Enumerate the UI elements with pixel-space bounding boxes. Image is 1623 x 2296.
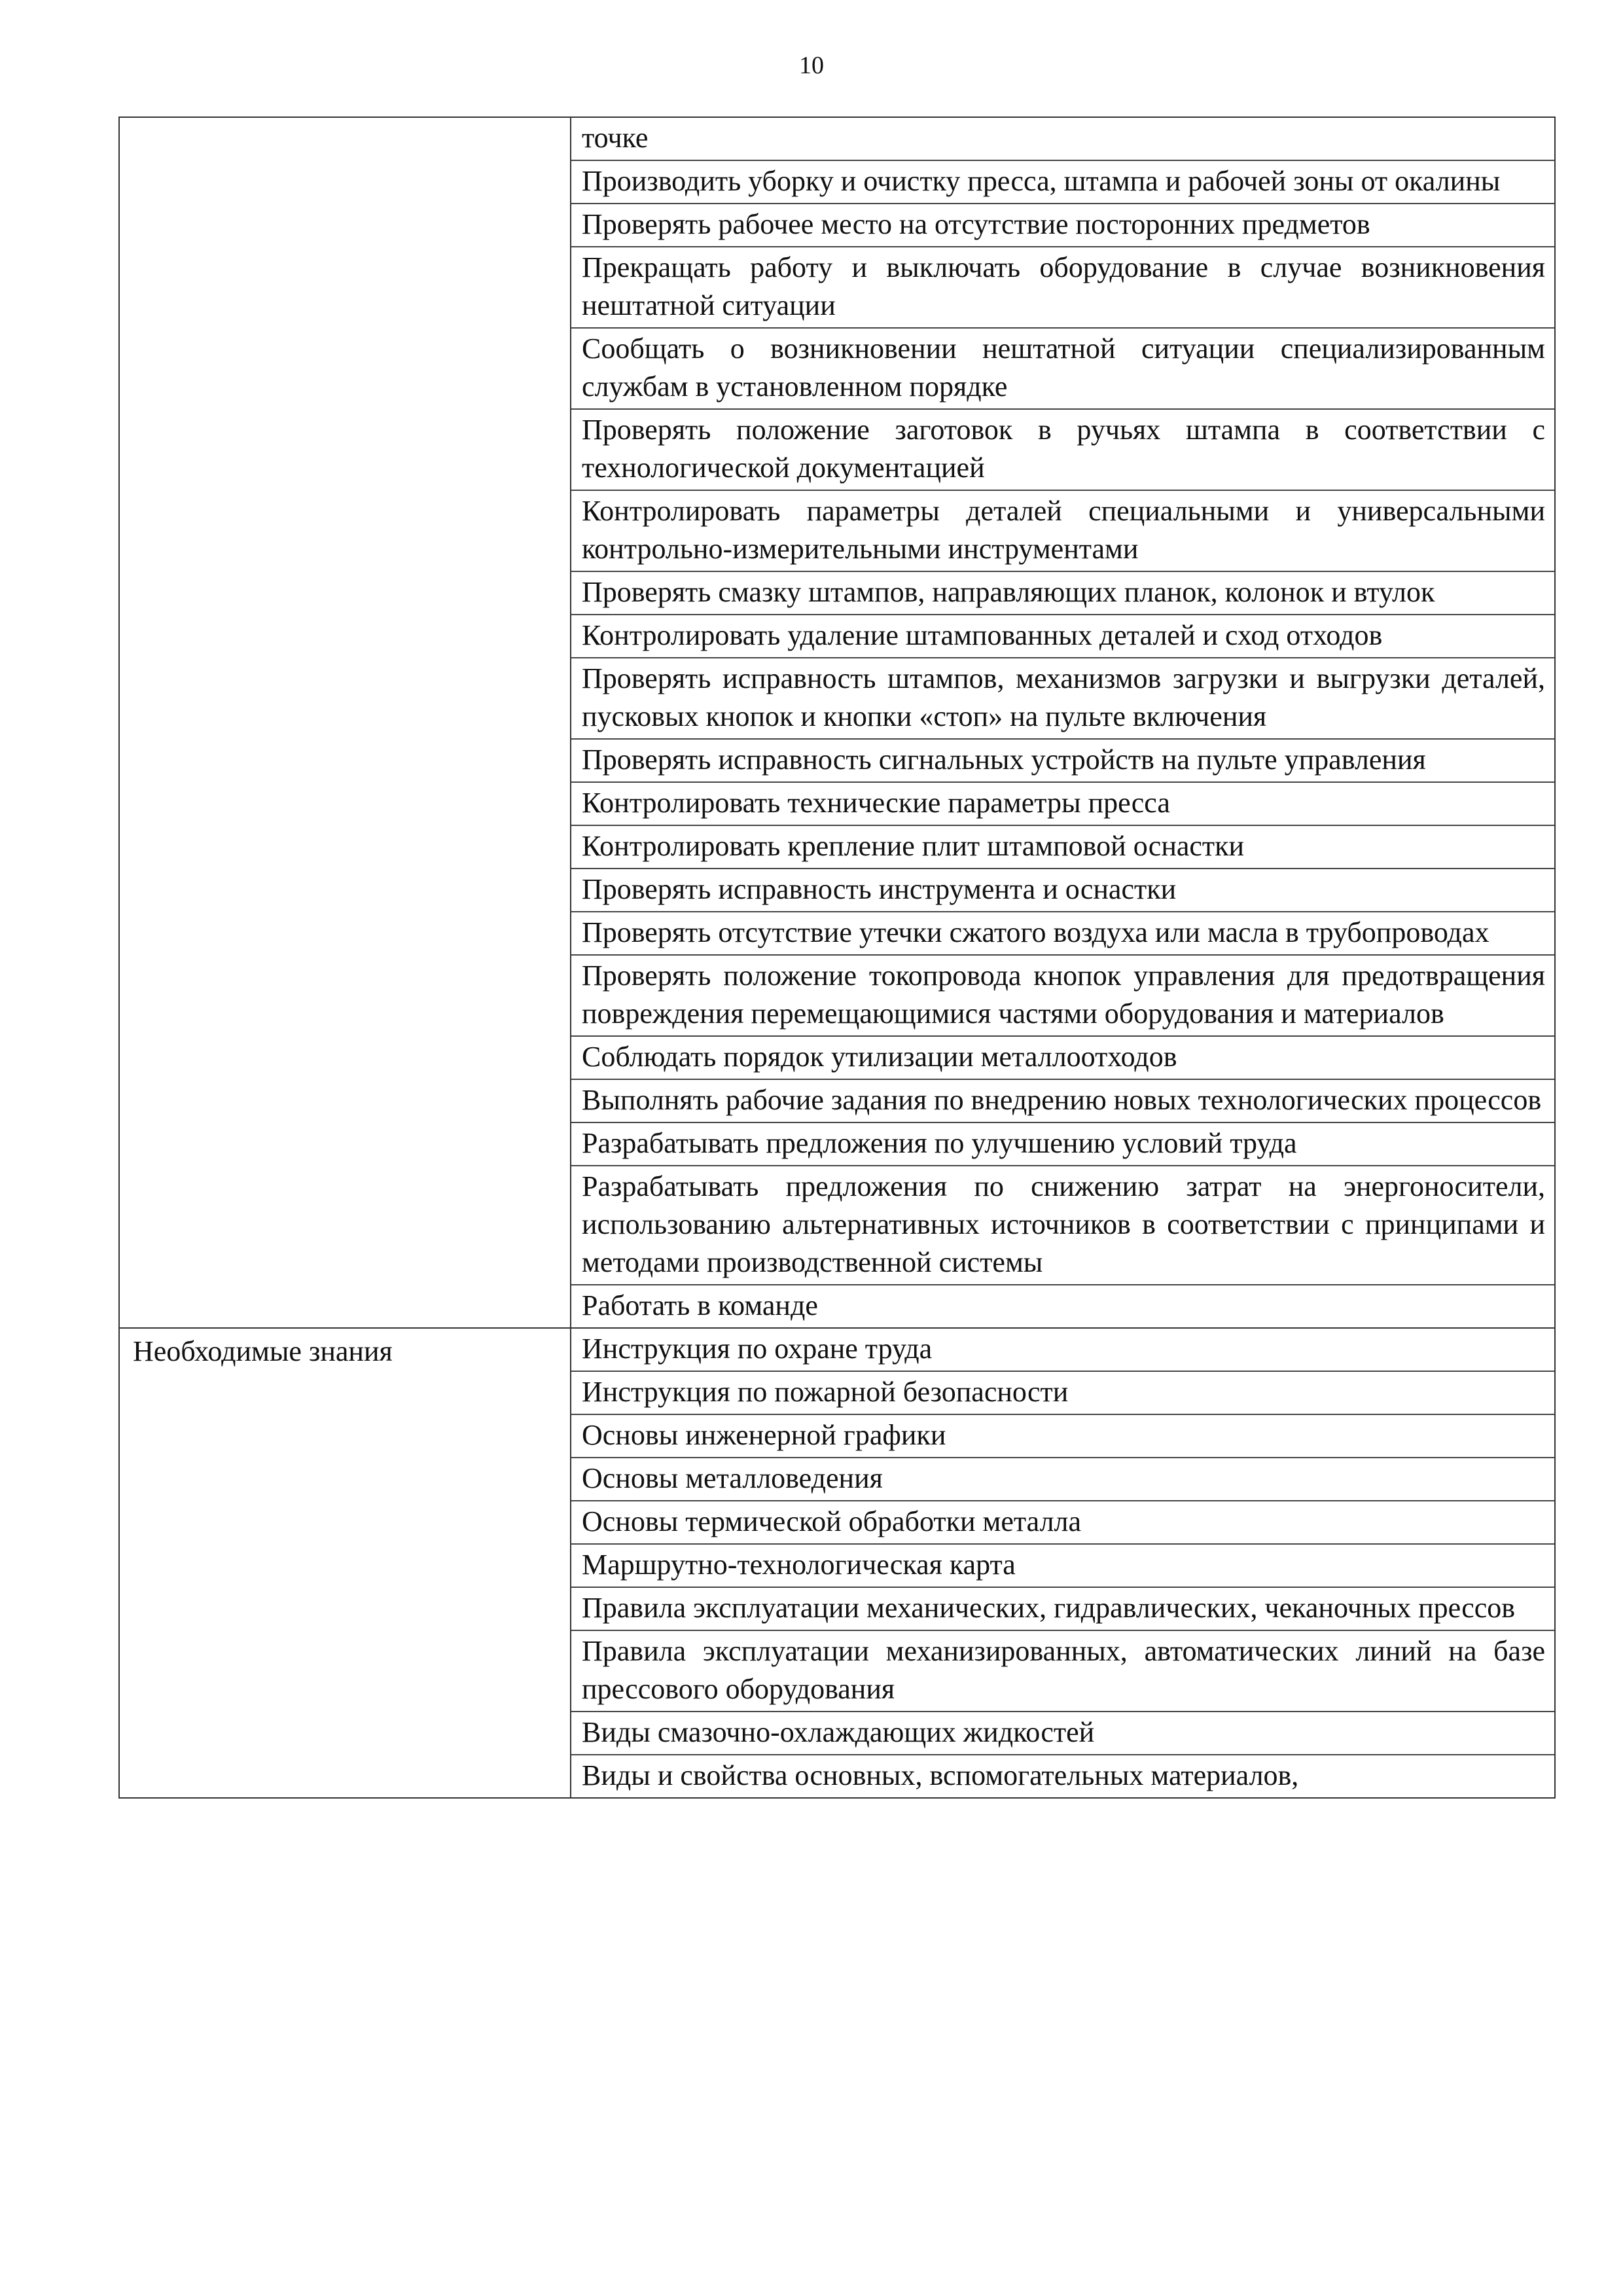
row-items-cell — [571, 1328, 1555, 1798]
list-item: Проверять исправность штампов, механизмов загрузки и выгрузки деталей, пусковых кнопок и кнопки «стоп» на пульте включения — [571, 657, 1554, 738]
list-item: Проверять исправность инструмента и оснастки — [571, 868, 1554, 911]
page-number: 10 — [799, 52, 824, 79]
list-item: Виды и свойства основных, вспомогательных материалов, — [571, 1754, 1554, 1797]
items-list — [571, 118, 1554, 1327]
list-item: Проверять рабочее место на отсутствие посторонних предметов — [571, 203, 1554, 246]
list-item: Основы термической обработки металла — [571, 1500, 1554, 1543]
list-item: Разрабатывать предложения по улучшению условий труда — [571, 1122, 1554, 1165]
list-item: Инструкция по пожарной безопасности — [571, 1371, 1554, 1414]
list-item: Выполнять рабочие задания по внедрению новых технологических процессов — [571, 1079, 1554, 1122]
list-item: Прекращать работу и выключать оборудование в случае возникновения нештатной ситуации — [571, 246, 1554, 327]
list-item: Проверять смазку штампов, направляющих планок, колонок и втулок — [571, 571, 1554, 614]
list-item: Основы инженерной графики — [571, 1414, 1554, 1457]
list-item: Контролировать технические параметры пресса — [571, 781, 1554, 825]
list-item: Контролировать параметры деталей специальными и универсальными контрольно-измерительными инструментами — [571, 490, 1554, 571]
list-item: Основы металловедения — [571, 1457, 1554, 1500]
row-label — [120, 118, 570, 123]
list-item: Работать в команде — [571, 1284, 1554, 1327]
list-item: точке — [582, 122, 649, 154]
list-item: Инструкция по охране труда — [582, 1333, 933, 1365]
list-item: Проверять положение токопровода кнопок управления для предотвращения повреждения перемещающимися частями оборудования и материалов — [571, 954, 1554, 1035]
list-item: Сообщать о возникновении нештатной ситуации специализированным службам в установленном порядке — [571, 327, 1554, 408]
requirements-table — [118, 117, 1556, 1799]
list-item: Правила эксплуатации механических, гидравлических, чеканочных прессов — [571, 1587, 1554, 1630]
row-items-cell — [571, 117, 1555, 1328]
list-item: Соблюдать порядок утилизации металлоотходов — [571, 1035, 1554, 1079]
list-item: Производить уборку и очистку пресса, штампа и рабочей зоны от окалины — [571, 160, 1554, 203]
table-row-knowledge — [119, 1328, 1555, 1798]
row-label-cell — [119, 1328, 571, 1798]
items-list — [571, 1329, 1554, 1797]
row-label-cell — [119, 117, 571, 1328]
list-item: Виды смазочно-охлаждающих жидкостей — [571, 1711, 1554, 1754]
list-item: Маршрутно-технологическая карта — [571, 1543, 1554, 1587]
list-item: Разрабатывать предложения по снижению затрат на энергоносители, использованию альтернативных источников в соответствии с принципами и методами производственной системы — [571, 1165, 1554, 1284]
table-row-skills — [119, 117, 1555, 1328]
list-item: Проверять положение заготовок в ручьях штампа в соответствии с технологической документацией — [571, 408, 1554, 490]
list-item: Контролировать удаление штампованных деталей и сход отходов — [571, 614, 1554, 657]
list-item: Правила эксплуатации механизированных, автоматических линий на базе прессового оборудования — [571, 1630, 1554, 1711]
row-label: Необходимые знания — [133, 1335, 393, 1367]
list-item: Проверять исправность сигнальных устройств на пульте управления — [571, 738, 1554, 781]
list-item: Контролировать крепление плит штамповой оснастки — [571, 825, 1554, 868]
list-item: Проверять отсутствие утечки сжатого воздуха или масла в трубопроводах — [571, 911, 1554, 954]
